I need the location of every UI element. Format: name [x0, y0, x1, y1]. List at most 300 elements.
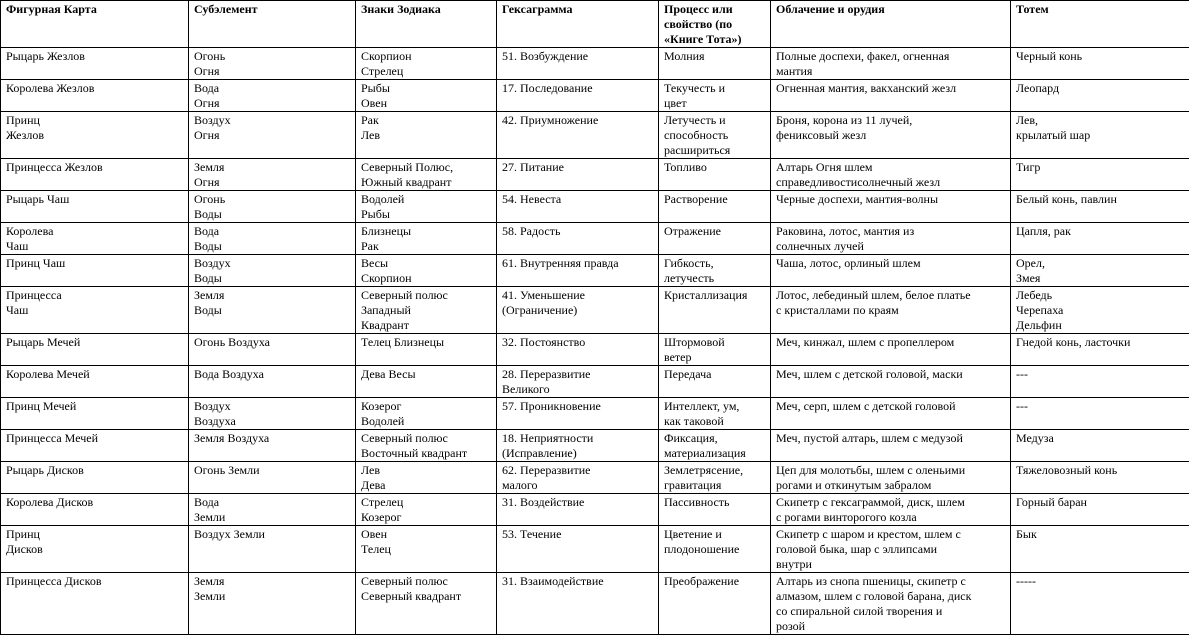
table-row [1, 159, 1189, 191]
zodiac-cell [356, 48, 497, 80]
cell-line: 62. Переразвитие [502, 463, 591, 477]
process-cell [659, 112, 771, 159]
cell-line: 41. Уменьшение [502, 288, 585, 302]
cell-line: Цветение и [664, 527, 722, 541]
cell-line: Северный квадрант [361, 589, 462, 603]
cell-line: 42. Приумножение [502, 113, 599, 127]
process-cell [659, 398, 771, 430]
subelement-cell [189, 430, 356, 462]
cell-line: Принц [6, 527, 40, 541]
zodiac-cell [356, 398, 497, 430]
cell-line: Воды [194, 271, 222, 285]
header-line: Процесс или [664, 2, 733, 16]
table-row [1, 223, 1189, 255]
cell-line: Принц Чаш [6, 256, 66, 270]
cell-line: Летучесть и [664, 113, 726, 127]
cell-line: малого [502, 478, 538, 492]
hexagram-cell [497, 494, 659, 526]
cell-line: Принц Мечей [6, 399, 77, 413]
process-cell [659, 159, 771, 191]
subelement-cell [189, 223, 356, 255]
cell-line: алмазом, шлем с головой барана, диск [776, 589, 972, 603]
cell-line: Леопард [1016, 81, 1060, 95]
cell-line: Дисков [6, 542, 43, 556]
cell-line: Южный квадрант [361, 175, 452, 189]
figure-card-cell [1, 526, 189, 573]
hexagram-cell [497, 159, 659, 191]
cell-line: (Ограничение) [502, 303, 578, 317]
cell-line: Огня [194, 96, 220, 110]
table-row [1, 191, 1189, 223]
figure-card-cell [1, 255, 189, 287]
table-row [1, 287, 1189, 334]
cell-line: Полные доспехи, факел, огненная [776, 49, 950, 63]
table-row [1, 366, 1189, 398]
cell-line: Черепаха [1016, 303, 1064, 317]
attire-cell [771, 191, 1011, 223]
subelement-cell [189, 112, 356, 159]
hexagram-cell [497, 191, 659, 223]
totem-cell [1011, 398, 1189, 430]
cell-line: --- [1016, 367, 1028, 381]
hexagram-cell [497, 334, 659, 366]
cell-line: Козерог [361, 510, 402, 524]
cell-line: 31. Воздействие [502, 495, 585, 509]
cell-line: Великого [502, 382, 550, 396]
subelement-cell [189, 573, 356, 635]
cell-line: Воздуха [194, 414, 236, 428]
header-line: Облачение и орудия [776, 2, 885, 16]
figure-card-cell [1, 287, 189, 334]
cell-line: Рыцарь Дисков [6, 463, 84, 477]
cell-line: Топливо [664, 160, 707, 174]
totem-cell [1011, 48, 1189, 80]
cell-line: Королева Дисков [6, 495, 94, 509]
cell-line: Бык [1016, 527, 1037, 541]
cell-line: 57. Проникновение [502, 399, 601, 413]
cell-line: гравитация [664, 478, 722, 492]
table-row [1, 48, 1189, 80]
cell-line: 58. Радость [502, 224, 561, 238]
hexagram-cell [497, 398, 659, 430]
cell-line: Лев [361, 463, 381, 477]
cell-line: расшириться [664, 143, 731, 157]
process-cell [659, 462, 771, 494]
figure-card-cell [1, 573, 189, 635]
figure-card-cell [1, 494, 189, 526]
totem-cell [1011, 494, 1189, 526]
cell-line: Стрелец [361, 64, 404, 78]
figure-card-cell [1, 223, 189, 255]
header-row [1, 1, 1189, 48]
totem-cell [1011, 191, 1189, 223]
cell-line: Принцесса Мечей [6, 431, 99, 445]
cell-line: Овен [361, 96, 388, 110]
cell-line: Растворение [664, 192, 728, 206]
totem-cell [1011, 334, 1189, 366]
attire-cell [771, 255, 1011, 287]
cell-line: Меч, кинжал, шлем с пропеллером [776, 335, 955, 349]
header-line: Знаки Зодиака [361, 2, 441, 16]
header-line: Субэлемент [194, 2, 258, 16]
cell-line: Фиксация, [664, 431, 718, 445]
process-cell [659, 287, 771, 334]
cell-line: справедливостисолнечный жезл [776, 175, 941, 189]
cell-line: Королева [6, 224, 54, 238]
cell-line: Земля [194, 288, 225, 302]
hexagram-cell [497, 526, 659, 573]
totem-cell [1011, 573, 1189, 635]
cell-line: Чаш [6, 239, 29, 253]
zodiac-cell [356, 462, 497, 494]
header-hexagram [497, 1, 659, 48]
cell-line: 27. Питание [502, 160, 564, 174]
cell-line: Пассивность [664, 495, 730, 509]
cell-line: Цеп для молотьбы, шлем с оленьими [776, 463, 966, 477]
zodiac-cell [356, 430, 497, 462]
cell-line: 54. Невеста [502, 192, 562, 206]
attire-cell [771, 159, 1011, 191]
hexagram-cell [497, 287, 659, 334]
cell-line: Рак [361, 113, 379, 127]
cell-line: Принцесса [6, 288, 62, 302]
subelement-cell [189, 526, 356, 573]
totem-cell [1011, 159, 1189, 191]
cell-line: ветер [664, 350, 692, 364]
subelement-cell [189, 334, 356, 366]
cell-line: Северный Полюс, [361, 160, 454, 174]
cell-line: Передача [664, 367, 712, 381]
cell-line: Черные доспехи, мантия-волны [776, 192, 939, 206]
cell-line: Западный [361, 303, 411, 317]
process-cell [659, 334, 771, 366]
cell-line: Медуза [1016, 431, 1054, 445]
cell-line: Вода [194, 495, 220, 509]
cell-line: с рогами винторогого козла [776, 510, 917, 524]
process-cell [659, 48, 771, 80]
attire-cell [771, 334, 1011, 366]
cell-line: Квадрант [361, 318, 409, 332]
cell-line: Воды [194, 239, 222, 253]
hexagram-cell [497, 430, 659, 462]
attire-cell [771, 494, 1011, 526]
cell-line: цвет [664, 96, 687, 110]
cell-line: --- [1016, 399, 1028, 413]
cell-line: Чаш [6, 303, 29, 317]
cell-line: Королева Жезлов [6, 81, 95, 95]
table-row [1, 462, 1189, 494]
cell-line: Скорпион [361, 271, 412, 285]
cell-line: Алтарь Огня шлем [776, 160, 873, 174]
hexagram-cell [497, 80, 659, 112]
cell-line: Вода [194, 81, 220, 95]
cell-line: Северный полюс [361, 431, 448, 445]
header-subelement [189, 1, 356, 48]
cell-line: способность [664, 128, 729, 142]
table-row [1, 334, 1189, 366]
process-cell [659, 255, 771, 287]
cell-line: Змея [1016, 271, 1041, 285]
subelement-cell [189, 494, 356, 526]
cell-line: Огня [194, 64, 220, 78]
figure-card-cell [1, 159, 189, 191]
cell-line: 17. Последование [502, 81, 593, 95]
subelement-cell [189, 48, 356, 80]
cell-line: Водолей [361, 414, 405, 428]
cell-line: Лотос, лебединый шлем, белое платье [776, 288, 971, 302]
cell-line: Северный полюс [361, 574, 448, 588]
cell-line: 31. Взаимодействие [502, 574, 604, 588]
header-zodiac [356, 1, 497, 48]
cell-line: головой быка, шар с эллипсами [776, 542, 938, 556]
zodiac-cell [356, 223, 497, 255]
cell-line: Вода Воздуха [194, 367, 264, 381]
cell-line: 28. Переразвитие [502, 367, 591, 381]
header-line: Гексаграмма [502, 2, 573, 16]
cell-line: внутри [776, 557, 812, 571]
cell-line: Текучесть и [664, 81, 725, 95]
cell-line: Скипетр с шаром и крестом, шлем с [776, 527, 961, 541]
hexagram-cell [497, 255, 659, 287]
attire-cell [771, 462, 1011, 494]
header-line: «Книге Тота») [664, 32, 742, 46]
cell-line: (Исправление) [502, 446, 577, 460]
hexagram-cell [497, 462, 659, 494]
cell-line: Рыцарь Чаш [6, 192, 70, 206]
cell-line: Меч, серп, шлем с детской головой [776, 399, 956, 413]
figure-card-cell [1, 462, 189, 494]
figure-card-cell [1, 430, 189, 462]
cell-line: Принц [6, 113, 40, 127]
table-row [1, 80, 1189, 112]
totem-cell [1011, 287, 1189, 334]
cell-line: Огонь Земли [194, 463, 260, 477]
figure-card-cell [1, 191, 189, 223]
cell-line: Броня, корона из 11 лучей, [776, 113, 913, 127]
cell-line: Штормовой [664, 335, 725, 349]
cell-line: Цапля, рак [1016, 224, 1071, 238]
zodiac-cell [356, 494, 497, 526]
cell-line: Земли [194, 589, 226, 603]
cell-line: Дева [361, 478, 386, 492]
cell-line: Огня [194, 175, 220, 189]
figure-card-cell [1, 112, 189, 159]
header-line: свойство (по [664, 17, 733, 31]
zodiac-cell [356, 255, 497, 287]
figure-card-cell [1, 366, 189, 398]
hexagram-cell [497, 573, 659, 635]
cell-line: Лев, [1016, 113, 1039, 127]
cell-line: с кристаллами по краям [776, 303, 899, 317]
cell-line: Телец [361, 542, 391, 556]
table-row [1, 526, 1189, 573]
cell-line: Молния [664, 49, 705, 63]
cell-line: Тяжеловозный конь [1016, 463, 1118, 477]
zodiac-cell [356, 287, 497, 334]
process-cell [659, 80, 771, 112]
table-row [1, 112, 1189, 159]
cell-line: фениксовый жезл [776, 128, 867, 142]
hexagram-cell [497, 48, 659, 80]
header-attire [771, 1, 1011, 48]
totem-cell [1011, 112, 1189, 159]
cell-line: со спиральной силой творения и [776, 604, 943, 618]
subelement-cell [189, 80, 356, 112]
cell-line: Орел, [1016, 256, 1045, 270]
process-cell [659, 366, 771, 398]
cell-line: Земля Воздуха [194, 431, 270, 445]
cell-line: Козерог [361, 399, 402, 413]
cell-line: Земля [194, 574, 225, 588]
cell-line: Принцесса Дисков [6, 574, 102, 588]
cell-line: Воздух [194, 399, 231, 413]
attire-cell [771, 80, 1011, 112]
cell-line: Преображение [664, 574, 740, 588]
cell-line: Рыцарь Жезлов [6, 49, 85, 63]
cell-line: Воздух [194, 113, 231, 127]
totem-cell [1011, 526, 1189, 573]
subelement-cell [189, 398, 356, 430]
cell-line: ----- [1016, 574, 1036, 588]
attire-cell [771, 526, 1011, 573]
cell-line: Гнедой конь, ласточки [1016, 335, 1131, 349]
zodiac-cell [356, 112, 497, 159]
cell-line: Землетрясение, [664, 463, 744, 477]
cell-line: Северный полюс [361, 288, 448, 302]
attire-cell [771, 287, 1011, 334]
cell-line: Лев [361, 128, 381, 142]
attire-cell [771, 430, 1011, 462]
cell-line: Земли [194, 510, 226, 524]
attire-cell [771, 573, 1011, 635]
hexagram-cell [497, 112, 659, 159]
process-cell [659, 430, 771, 462]
subelement-cell [189, 287, 356, 334]
hexagram-cell [497, 366, 659, 398]
zodiac-cell [356, 80, 497, 112]
cell-line: Интеллект, ум, [664, 399, 740, 413]
cell-line: мантия [776, 64, 813, 78]
subelement-cell [189, 255, 356, 287]
process-cell [659, 223, 771, 255]
cell-line: Скорпион [361, 49, 412, 63]
cell-line: Вода [194, 224, 220, 238]
cell-line: Меч, пустой алтарь, шлем с медузой [776, 431, 963, 445]
attire-cell [771, 398, 1011, 430]
cell-line: рогами и откинутым забралом [776, 478, 932, 492]
cell-line: Воды [194, 207, 222, 221]
totem-cell [1011, 223, 1189, 255]
cell-line: 61. Внутренняя правда [502, 256, 619, 270]
cell-line: 51. Возбуждение [502, 49, 589, 63]
cell-line: Кристаллизация [664, 288, 748, 302]
process-cell [659, 191, 771, 223]
cell-line: Воздух Земли [194, 527, 265, 541]
cell-line: розой [776, 619, 806, 633]
cell-line: Рыцарь Мечей [6, 335, 81, 349]
totem-cell [1011, 255, 1189, 287]
table-row [1, 573, 1189, 635]
cell-line: Близнецы [361, 224, 412, 238]
attire-cell [771, 48, 1011, 80]
cell-line: Меч, шлем с детской головой, маски [776, 367, 963, 381]
cell-line: Принцесса Жезлов [6, 160, 103, 174]
cell-line: Лебедь [1016, 288, 1053, 302]
attire-cell [771, 112, 1011, 159]
zodiac-cell [356, 334, 497, 366]
cell-line: материализация [664, 446, 746, 460]
header-process [659, 1, 771, 48]
cell-line: Чаша, лотос, орлиный шлем [776, 256, 921, 270]
cell-line: Скипетр с гексаграммой, диск, шлем [776, 495, 965, 509]
cell-line: Жезлов [6, 128, 45, 142]
header-line: Фигурная Карта [6, 2, 97, 16]
zodiac-cell [356, 526, 497, 573]
cell-line: Стрелец [361, 495, 404, 509]
cell-line: Отражение [664, 224, 722, 238]
totem-cell [1011, 80, 1189, 112]
cell-line: Восточный квадрант [361, 446, 468, 460]
table-row [1, 398, 1189, 430]
cell-line: Дельфин [1016, 318, 1062, 332]
zodiac-cell [356, 191, 497, 223]
cell-line: Огненная мантия, вакханский жезл [776, 81, 957, 95]
figure-card-cell [1, 398, 189, 430]
attire-cell [771, 366, 1011, 398]
cell-line: Воды [194, 303, 222, 317]
subelement-cell [189, 462, 356, 494]
cell-line: Земля [194, 160, 225, 174]
cell-line: Белый конь, павлин [1016, 192, 1117, 206]
header-line: Тотем [1016, 2, 1049, 16]
header-figure-card [1, 1, 189, 48]
cell-line: Тигр [1016, 160, 1041, 174]
cell-line: Королева Мечей [6, 367, 90, 381]
cell-line: Огня [194, 128, 220, 142]
cell-line: 32. Постоянство [502, 335, 586, 349]
cell-line: Рыбы [361, 207, 390, 221]
cell-line: плодоношение [664, 542, 740, 556]
cell-line: Телец Близнецы [361, 335, 445, 349]
cell-line: Гибкость, [664, 256, 714, 270]
cell-line: Рак [361, 239, 379, 253]
cell-line: Огонь [194, 192, 226, 206]
cell-line: Дева Весы [361, 367, 416, 381]
totem-cell [1011, 430, 1189, 462]
cell-line: Горный баран [1016, 495, 1087, 509]
cell-line: летучесть [664, 271, 715, 285]
figure-card-cell [1, 334, 189, 366]
subelement-cell [189, 159, 356, 191]
figure-card-cell [1, 48, 189, 80]
process-cell [659, 526, 771, 573]
zodiac-cell [356, 573, 497, 635]
subelement-cell [189, 366, 356, 398]
cell-line: Огонь Воздуха [194, 335, 270, 349]
header-totem [1011, 1, 1189, 48]
cell-line: Раковина, лотос, мантия из [776, 224, 915, 238]
cell-line: как таковой [664, 414, 724, 428]
process-cell [659, 573, 771, 635]
cell-line: Рыбы [361, 81, 390, 95]
figure-card-cell [1, 80, 189, 112]
cell-line: Воздух [194, 256, 231, 270]
cell-line: солнечных лучей [776, 239, 864, 253]
cell-line: Овен [361, 527, 388, 541]
cell-line: Водолей [361, 192, 405, 206]
totem-cell [1011, 462, 1189, 494]
cell-line: 18. Неприятности [502, 431, 594, 445]
